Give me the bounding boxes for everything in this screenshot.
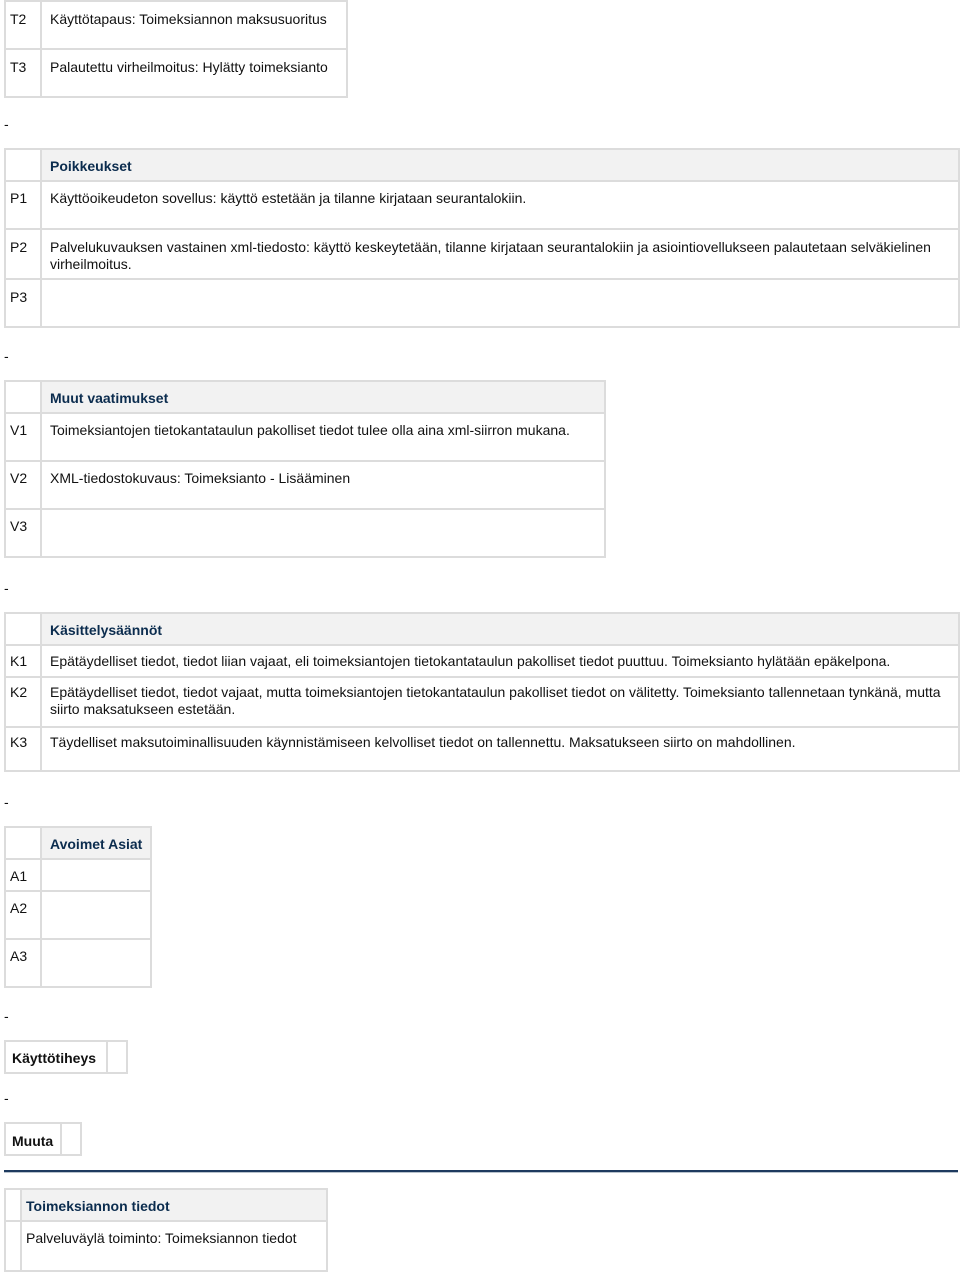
table-header-row — [6, 614, 960, 646]
header-code-cell — [6, 382, 42, 414]
header-spacer-cell — [6, 1190, 22, 1222]
table-row — [6, 860, 152, 892]
table-row — [6, 2, 348, 50]
table-row — [6, 414, 606, 462]
muuta-label: Muuta — [6, 1124, 62, 1156]
section-title: Käsittelysäännöt — [42, 614, 960, 646]
row-text: Käyttötapaus: Toimeksiannon maksusuoritus — [42, 2, 348, 50]
row-code: P3 — [6, 280, 42, 328]
row-text: Palautettu virheilmoitus: Hylätty toimeksianto — [42, 50, 348, 98]
table-row — [6, 462, 606, 510]
section-title: Toimeksiannon tiedot — [22, 1190, 328, 1222]
table-header-row — [6, 828, 152, 860]
separator: - — [4, 794, 9, 810]
muut-vaatimukset-table — [4, 380, 606, 558]
table-header-row — [6, 150, 960, 182]
section-title: Muut vaatimukset — [42, 382, 606, 414]
row-code: T2 — [6, 2, 42, 50]
kayttotiheys-value — [108, 1042, 128, 1074]
table-row — [6, 510, 606, 558]
table-row — [6, 182, 960, 230]
row-code: A1 — [6, 860, 42, 892]
row-text: XML-tiedostokuvaus: Toimeksianto - Lisääminen — [42, 462, 606, 510]
table-row — [6, 1124, 82, 1156]
header-code-cell — [6, 614, 42, 646]
avoimet-asiat-table — [4, 826, 152, 988]
table-row — [6, 280, 960, 328]
row-code: V3 — [6, 510, 42, 558]
row-text — [42, 940, 152, 988]
table-header-row — [6, 382, 606, 414]
header-code-cell — [6, 828, 42, 860]
muuta-table — [4, 1122, 82, 1156]
row-code: K2 — [6, 678, 42, 728]
kayttotiheys-label: Käyttötiheys — [6, 1042, 108, 1074]
table-row — [6, 50, 348, 98]
table-row — [6, 940, 152, 988]
table-row — [6, 728, 960, 772]
toimeksiannon-tiedot-table — [4, 1188, 328, 1272]
kayttotiheys-table — [4, 1040, 128, 1074]
separator: - — [4, 348, 9, 364]
row-text: Toimeksiantojen tietokantataulun pakolliset tiedot tulee olla aina xml-siirron mukana. — [42, 414, 606, 462]
row-code: P1 — [6, 182, 42, 230]
row-code: K1 — [6, 646, 42, 678]
section-title: Poikkeukset — [42, 150, 960, 182]
row-text — [42, 892, 152, 940]
row-code: A3 — [6, 940, 42, 988]
row-code: K3 — [6, 728, 42, 772]
header-code-cell — [6, 150, 42, 182]
section-divider — [4, 1170, 958, 1172]
row-text: Epätäydelliset tiedot, tiedot vajaat, mutta toimeksiantojen tietokantataulun pakolliset tiedot on välitetty. Toimeksianto tallennetaan tynkänä, mutta siirto maksatukseen estetään. — [42, 678, 960, 728]
row-text — [42, 280, 960, 328]
table-row — [6, 892, 152, 940]
row-spacer-cell — [6, 1222, 22, 1272]
row-code: P2 — [6, 230, 42, 280]
separator: - — [4, 580, 9, 596]
table-row — [6, 678, 960, 728]
top-table — [4, 0, 348, 98]
section-title: Avoimet Asiat — [42, 828, 152, 860]
kasittelysaannot-table — [4, 612, 960, 772]
row-text: Palvelukuvauksen vastainen xml-tiedosto: käyttö keskeytetään, tilanne kirjataan seurantalokiin ja asiointiovellukseen palautetaan selväkielinen virheilmoitus. — [42, 230, 960, 280]
table-row — [6, 230, 960, 280]
row-text: Palveluväylä toiminto: Toimeksiannon tiedot — [22, 1222, 328, 1272]
row-text — [42, 860, 152, 892]
separator: - — [4, 1008, 9, 1024]
row-code: V2 — [6, 462, 42, 510]
separator: - — [4, 1090, 9, 1106]
table-row — [6, 1042, 128, 1074]
row-text: Epätäydelliset tiedot, tiedot liian vajaat, eli toimeksiantojen tietokantataulun pakolliset tiedot puuttuu. Toimeksianto hylätään epäkelpona. — [42, 646, 960, 678]
table-row — [6, 1222, 328, 1272]
poikkeukset-table — [4, 148, 960, 328]
table-header-row — [6, 1190, 328, 1222]
muuta-value — [62, 1124, 82, 1156]
table-row — [6, 646, 960, 678]
row-code: T3 — [6, 50, 42, 98]
separator: - — [4, 116, 9, 132]
row-text: Täydelliset maksutoiminallisuuden käynnistämiseen kelvolliset tiedot on tallennettu. Maksatukseen siirto on mahdollinen. — [42, 728, 960, 772]
row-code: A2 — [6, 892, 42, 940]
row-text: Käyttöoikeudeton sovellus: käyttö estetään ja tilanne kirjataan seurantalokiin. — [42, 182, 960, 230]
row-code: V1 — [6, 414, 42, 462]
row-text — [42, 510, 606, 558]
